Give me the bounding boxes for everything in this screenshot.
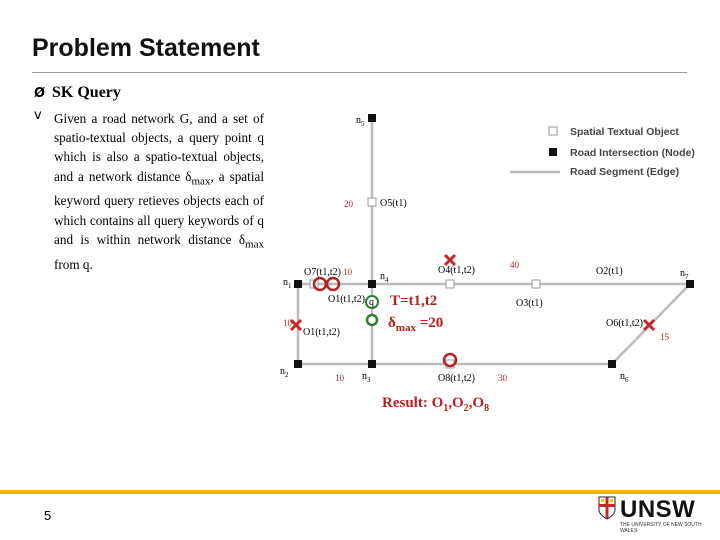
label-o6: O6(t1,t2) [606,318,643,329]
node-n3 [368,360,376,368]
label-n7: $n_7$ [680,268,689,281]
objects [303,198,643,384]
node-n4 [368,280,376,288]
node-n1 [294,280,302,288]
unsw-logo-subtitle: THE UNIVERSITY OF NEW SOUTH WALES [620,522,702,534]
label-o3: O3(t1) [516,298,543,309]
legend-object-label: Spatial Textual Object [570,126,679,138]
weight-n3-n6: 30 [498,373,507,383]
edge-weights [283,199,670,383]
legend-node-label: Road Intersection (Node) [570,147,695,159]
node-n6 [608,360,616,368]
label-o1: O1(t1,t2) [328,294,365,305]
weight-n1-n4: 10 [343,267,352,277]
delta-max-subscript-1: max [191,175,211,188]
label-n1: $n_1$ [283,277,292,290]
cross-o9-icon [291,320,301,330]
object-o2 [532,280,540,288]
query-keywords: T=t1,t2 [390,293,438,309]
arrow-bullet-icon: Ø [34,86,46,101]
label-o9: O1(t1,t2) [303,327,340,338]
diamond-bullet-icon: v [34,108,42,123]
weight-n4-n7: 40 [510,260,519,270]
label-n3: $n_3$ [362,371,371,384]
query-label: q [369,297,374,308]
unsw-logo-text: UNSW [620,496,696,523]
weight-n1-n2: 10 [283,318,292,328]
weight-n2-n3: 10 [335,373,344,383]
node-n7 [686,280,694,288]
result-text: Result: $O_1,O_2,O_8$ [382,395,490,414]
page-number: 5 [44,508,52,523]
node-n2 [294,360,302,368]
object-o4 [446,280,454,288]
label-n4: $n_4$ [380,271,389,284]
cross-o4-icon [445,255,455,265]
node-n5 [368,114,376,122]
label-n2: $n_2$ [280,366,289,379]
legend [510,126,695,178]
query-distance: $\delta_{max} =20$ [388,315,444,334]
delta-max-subscript-2: max [245,238,264,251]
weight-n7-n6: 15 [660,332,669,342]
slide-title: Problem Statement [32,34,260,62]
query-info [388,293,443,334]
label-o2: O2(t1) [596,266,623,277]
label-n5: $n_5$ [356,115,365,128]
definition-part1: Given a road network G, and a set of spatio-textual objects, a query point q which is also a spatio-textual objects, and a network distance δ [54,111,264,184]
legend-edge-label: Road Segment (Edge) [570,166,680,178]
cross-o6-icon [644,320,654,330]
query-inner-icon [367,315,377,325]
definition-part2: , a spatial keyword query retieves objects each of which contains all query keywords of q and is within network distance δ [54,168,265,247]
object-o5 [368,198,376,206]
label-o4: O4(t1,t2) [438,265,475,276]
label-n6: $n_6$ [620,371,629,384]
definition-part3: from q. [54,256,93,272]
legend-object-icon [549,127,557,135]
bullet-sk-query-text: SK Query [52,84,121,101]
weight-n5-n4: 20 [344,199,353,209]
unsw-crest-icon [598,496,616,520]
legend-node-icon [549,148,557,156]
label-o7: O7(t1,t2) [304,267,341,278]
label-o8: O8(t1,t2) [438,373,475,384]
label-o5: O5(t1) [380,198,407,209]
footer-accent-bar [0,490,720,494]
